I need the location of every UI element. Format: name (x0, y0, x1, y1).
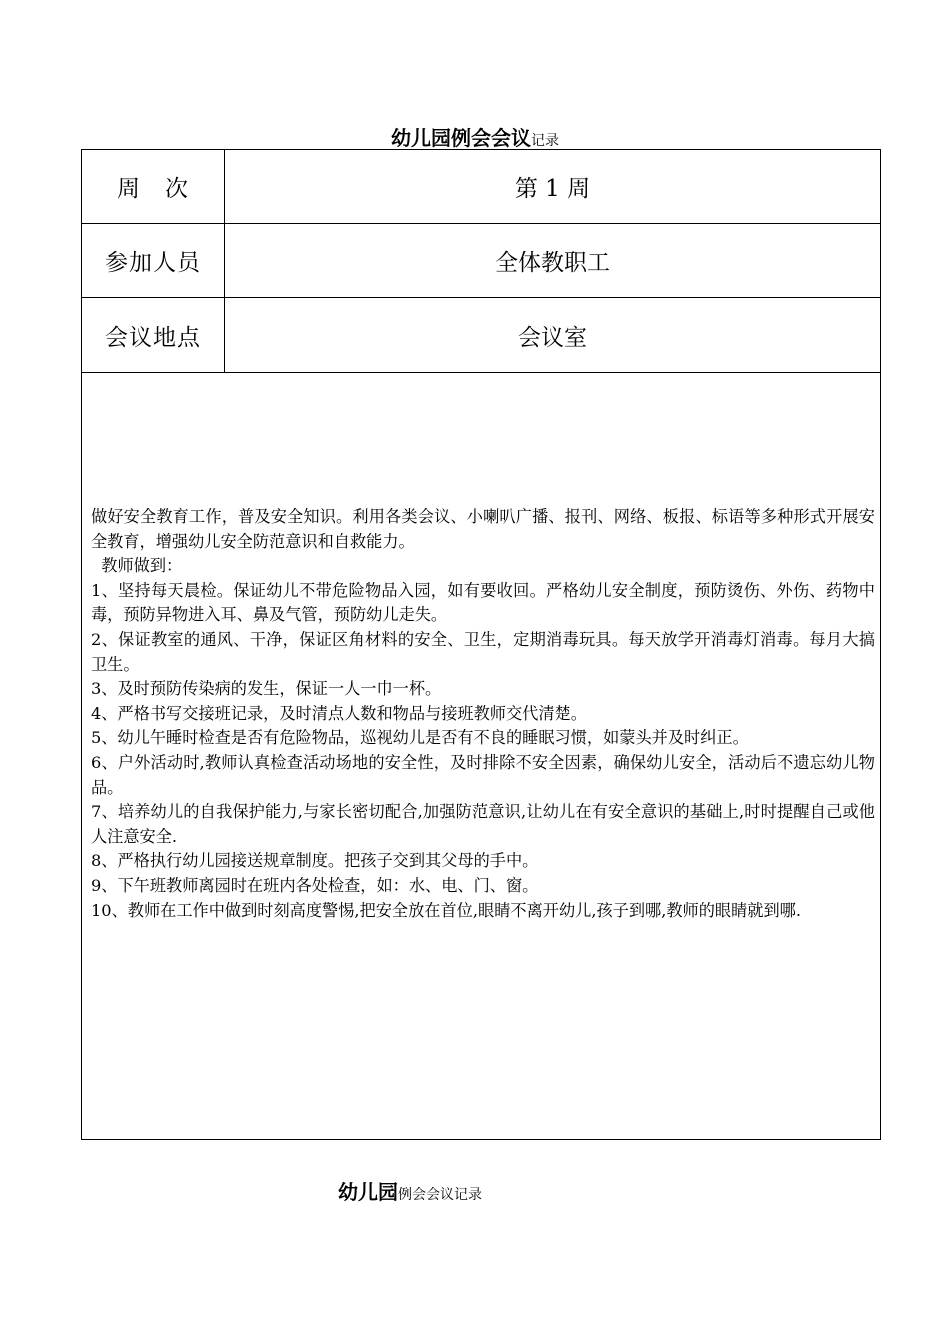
week-label: 周 次 (82, 150, 225, 223)
location-value: 会议室 (518, 324, 587, 351)
attendees-label: 参加人员 (82, 224, 225, 297)
content-item-8: 8、严格执行幼儿园接送规章制度。把孩子交到其父母的手中。 (91, 851, 539, 871)
document-title (0, 122, 950, 151)
week-value: 第 1 周 (514, 176, 591, 202)
attendees-value: 全体教职工 (495, 250, 610, 276)
document-title-suffix: 记录 (531, 133, 559, 149)
content-item-10: 10、教师在工作中做到时刻高度警惕,把安全放在首位,眼睛不离开幼儿,孩子到哪,教师的眼睛就到哪. (91, 900, 802, 920)
location-label: 会议地点 (82, 298, 225, 372)
content-item-3: 3、及时预防传染病的发生，保证一人一巾一杯。 (91, 679, 442, 699)
footer-title (338, 1176, 482, 1205)
content-item-4: 4、严格书写交接班记录，及时清点人数和物品与接班教师交代清楚。 (91, 703, 587, 723)
content-item-6: 6、户外活动时,教师认真检查活动场地的安全性，及时排除不安全因素，确保幼儿安全，活动后不遗忘幼儿物品。 (91, 752, 875, 797)
content-item-2: 2、保证教室的通风、干净，保证区角材料的安全、卫生，定期消毒玩具。每天放学开消毒灯消毒。每月大搞卫生。 (91, 629, 875, 674)
content-item-1: 1、坚持每天晨检。保证幼儿不带危险物品入园，如有要收回。严格幼儿安全制度，预防烫伤、外伤、药物中毒，预防异物进入耳、鼻及气管，预防幼儿走失。 (91, 580, 875, 625)
table-row-attendees (82, 224, 880, 298)
content-paragraph-teachers: 教师做到： (91, 556, 183, 576)
meeting-content (91, 505, 875, 923)
content-paragraph-intro: 做好安全教育工作，普及安全知识。利用各类会议、小喇叭广播、报刊、网络、板报、标语等多种形式开展安全教育，增强幼儿安全防范意识和自救能力。 (91, 507, 875, 551)
content-item-9: 9、下午班教师离园时在班内各处检查，如：水、电、门、窗。 (91, 875, 539, 895)
document-title-main: 幼儿园例会会议 (391, 126, 531, 150)
meeting-record-table (81, 149, 881, 1140)
footer-title-suffix: 例会会议记录 (398, 1187, 482, 1203)
footer-title-main: 幼儿园 (338, 1180, 398, 1204)
content-item-5: 5、幼儿午睡时检查是否有危险物品，巡视幼儿是否有不良的睡眠习惯，如蒙头并及时纠正。 (91, 728, 749, 748)
content-item-7: 7、培养幼儿的自我保护能力,与家长密切配合,加强防范意识,让幼儿在有安全意识的基础上,时时提醒自己或他人注意安全. (91, 802, 875, 846)
table-row-location (82, 298, 880, 373)
table-row-week (82, 150, 880, 224)
